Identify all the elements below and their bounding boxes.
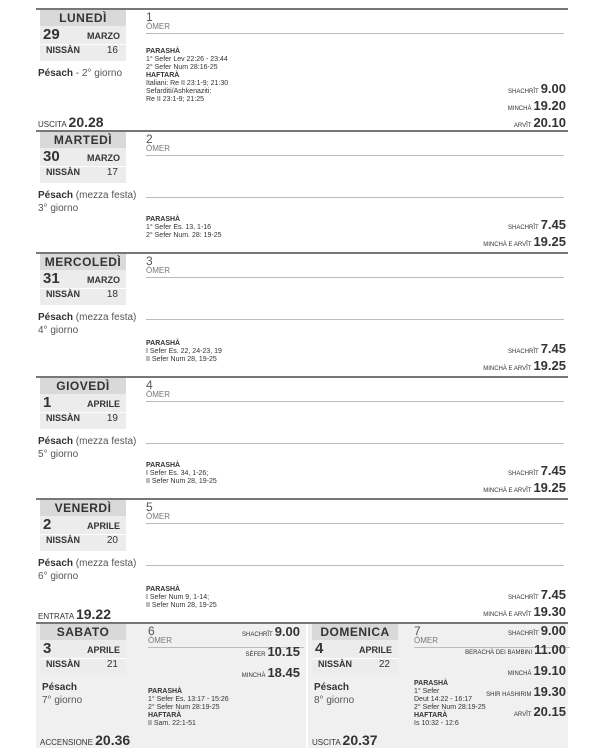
day-number: 2 [43,516,52,533]
holiday-label: Pésach (mezza festa) 6° giorno [38,558,137,582]
month: MARZO [87,275,120,285]
day-number: 3 [43,640,52,657]
date-box [40,640,126,675]
blank-line [146,402,564,444]
time-arvit: ARVÎT 20.15 [513,704,566,719]
month: MARZO [87,31,120,41]
time-mincha-arvit: MINCHÀ E ARVÎT 19.25 [483,234,566,249]
weekend-block [36,622,568,748]
time-beracha-bambini: BERACHÀ DEI BAMBINI 11.00 [465,642,566,657]
holiday-label: Pésach - 2° giorno [38,68,123,79]
parasha-block: PARASHÀ 1° Sefer Es. 13:17 - 15:26 2° Sefer Num 28:19-25 HAFTARÀ II Sam. 22:1-51 [148,688,229,727]
day-header [36,500,144,583]
time-shachrit: SHACHRÎT 7.45 [508,217,566,232]
hebrew-day: 19 [106,413,118,424]
hebrew-day: 22 [378,659,390,670]
holiday-label: Pésach (mezza festa) 4° giorno [38,312,137,336]
time-arvit: ARVÎT 20.10 [513,115,566,130]
time-mincha: MINCHÀ 18.45 [241,665,300,680]
month: APRILE [86,399,120,409]
time-mincha-arvit: MINCHÀ E ARVÎT 19.25 [483,480,566,495]
day-header [36,378,144,461]
parasha-block: PARASHÀ I Sefer Es. 34, 1-26; II Sefer Num 28, 19-25 [146,462,217,485]
blank-line [146,156,564,198]
day-number: 30 [43,148,60,165]
day-header [36,10,144,80]
day-header [36,254,144,337]
omer-line: ÒMER [146,22,564,34]
month: MARZO [87,153,120,163]
day-header [36,132,144,215]
day-content [148,624,304,727]
date-box [40,148,126,183]
hebrew-day: 17 [106,167,118,178]
hebrew-day: 16 [106,45,118,56]
omer-line: ÒMER [146,144,564,156]
time-shachrit: SHACHRÎT 9.00 [508,623,566,638]
time-mincha: MINCHÀ 19.10 [507,663,566,678]
parasha-block: PARASHÀ 1° Sefer Es. 13, 1-16 2° Sefer Num. 28: 19-25 [146,216,222,239]
uscita-time: USCITA 20.37 [312,732,378,748]
prayer-times [240,624,300,685]
month: APRILE [358,645,392,655]
time-sefer: SÉFER 10.15 [245,644,300,659]
day-name: LUNEDÌ [40,10,126,26]
time-shachrit: SHACHRÎT 7.45 [508,587,566,602]
prayer-times [481,342,566,376]
omer-line: ÒMER [146,266,564,278]
hebrew-month: NISSÀN [46,167,81,177]
day-index: 5 [146,500,153,514]
day-index: 3 [146,254,153,268]
time-mincha-arvit: MINCHÀ E ARVÎT 19.30 [483,604,566,619]
day-number: 1 [43,394,52,411]
day-name: DOMENICA [312,624,398,640]
blank-line [146,278,564,320]
uscita-time: USCITA 20.28 [38,114,104,130]
day-block-martedi [36,130,568,252]
day-content [146,254,568,373]
hebrew-month: NISSÀN [46,535,81,545]
month: APRILE [86,521,120,531]
holiday-label: Pésach (mezza festa) 3° giorno [38,190,137,214]
hebrew-day: 18 [106,289,118,300]
month: APRILE [86,645,120,655]
accensione-time: ACCENSIONE 20.36 [40,732,131,748]
day-name: MARTEDÌ [40,132,126,148]
hebrew-month: NISSÀN [46,45,81,55]
holiday-label: Pésach 8° giorno [314,682,355,706]
day-name: MERCOLEDÌ [40,254,126,270]
hebrew-month: NISSÀN [318,659,353,669]
date-box [40,270,126,305]
prayer-times [481,218,566,252]
omer-line: ÒMER [146,512,564,524]
day-number: 4 [315,640,324,657]
day-index: 1 [146,10,153,24]
holiday-label: Pésach 7° giorno [42,682,83,706]
day-content [146,10,568,130]
prayer-times [481,588,566,622]
date-box [40,26,126,61]
day-block-mercoledi [36,252,568,376]
day-content [146,378,568,495]
day-index: 2 [146,132,153,146]
omer-line: ÒMER [146,390,564,402]
day-content [414,623,570,727]
day-block-sabato [40,624,304,748]
parasha-block: PARASHÀ I Sefer Num 9, 1-14; II Sefer Num 28, 19-25 [146,586,217,609]
hebrew-day: 20 [106,535,118,546]
parasha-block: PARASHÀ 1° Sefer Lev 22:26 - 23:44 2° Sefer Num 28:16-25 HAFTARÀ Italiani: Re II 23:1-9; 21:30 Sefarditi/Ashkenaziti: Re II 23:1-9; 21:25 [146,48,229,103]
time-shir-hashirim: SHIR HASHIRIM 19.30 [486,684,566,699]
time-mincha: MINCHÀ 19.20 [507,98,566,113]
parasha-block: PARASHÀ 1° Sefer Deut 14:22 - 16:17 2° Sefer Num 28:19-25 HAFTARÀ Is 10:32 - 12:6 [414,680,486,727]
parasha-block: PARASHÀ I Sefer Es. 22, 24-23, 19 II Sefer Num 28, 19-25 [146,340,222,363]
hebrew-day: 21 [106,659,118,670]
omer-line: ÒMER [414,636,570,648]
day-name: GIOVEDÌ [40,378,126,394]
blank-line [146,524,564,566]
omer-line: ÒMER [148,636,304,648]
time-shachrit: SHACHRÎT 7.45 [508,341,566,356]
date-box [40,394,126,429]
prayer-times [506,82,566,133]
day-block-domenica [306,624,568,748]
day-content [146,132,568,249]
day-block-giovedi [36,376,568,498]
day-content [146,500,568,619]
date-box [40,516,126,551]
hebrew-month: NISSÀN [46,659,81,669]
time-shachrit: SHACHRÎT 9.00 [242,624,300,639]
day-index: 4 [146,378,153,392]
prayer-times [481,464,566,498]
day-number: 31 [43,270,60,287]
day-name: VENERDÌ [40,500,126,516]
hebrew-month: NISSÀN [46,413,81,423]
entrata-time: ENTRATA 19.22 [38,606,111,622]
holiday-label: Pésach (mezza festa) 5° giorno [38,436,137,460]
day-block-venerdi [36,498,568,622]
day-block-lunedi [36,8,568,130]
time-mincha-arvit: MINCHÀ E ARVÎT 19.25 [483,358,566,373]
day-index: 7 [414,624,421,638]
day-number: 29 [43,26,60,43]
time-shachrit: SHACHRÎT 9.00 [508,81,566,96]
hebrew-month: NISSÀN [46,289,81,299]
day-index: 6 [148,624,155,638]
date-box [312,640,398,675]
day-name: SABATO [40,624,126,640]
time-shachrit: SHACHRÎT 7.45 [508,463,566,478]
